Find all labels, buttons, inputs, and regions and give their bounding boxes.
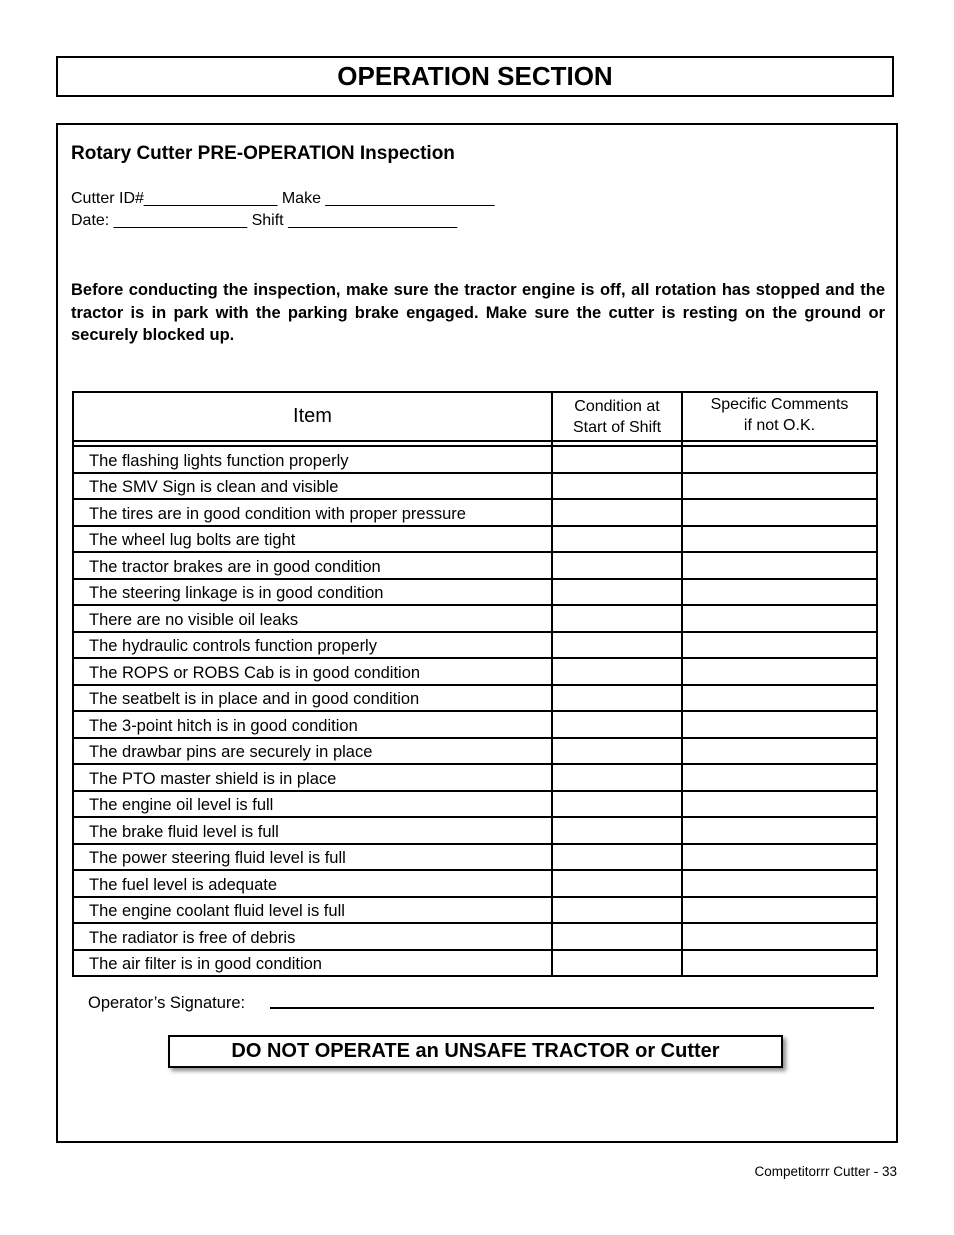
comments-cell[interactable] (682, 658, 877, 685)
comments-cell[interactable] (682, 791, 877, 818)
table-row (73, 817, 877, 844)
checklist-item-label: The fuel level is adequate (73, 870, 552, 897)
comments-cell[interactable] (682, 552, 877, 579)
form-heading: Rotary Cutter PRE-OPERATION Inspection (71, 143, 455, 164)
table-row (73, 499, 877, 526)
condition-cell[interactable] (552, 499, 682, 526)
signature-line[interactable] (270, 1007, 874, 1009)
safety-warning: Before conducting the inspection, make sure the tractor engine is off, all rotation has stopped and the tractor is in park with the parking brake engaged. Make sure the cutter is resting on the ground or securely blocked up. (71, 281, 885, 344)
checklist-item-label: The power steering fluid level is full (73, 844, 552, 871)
condition-cell[interactable] (552, 897, 682, 924)
signature-label: Operator’s Signature: (88, 994, 246, 1012)
header-item: Item (73, 392, 552, 441)
table-row (73, 473, 877, 500)
header-comments-line2: if not O.K. (743, 417, 816, 434)
checklist-item-label: The radiator is free of debris (73, 923, 552, 950)
condition-cell[interactable] (552, 658, 682, 685)
checklist-item-label: The 3-point hitch is in good condition (73, 711, 552, 738)
checklist-item-label: The hydraulic controls function properly (73, 632, 552, 659)
checklist-item-label: The ROPS or ROBS Cab is in good condition (73, 658, 552, 685)
checklist-item-label: The drawbar pins are securely in place (73, 738, 552, 765)
table-row (73, 632, 877, 659)
checklist-item-label: The brake fluid level is full (73, 817, 552, 844)
condition-cell[interactable] (552, 526, 682, 553)
comments-cell[interactable] (682, 764, 877, 791)
table-row (73, 923, 877, 950)
comments-cell[interactable] (682, 499, 877, 526)
comments-cell[interactable] (682, 817, 877, 844)
comments-cell[interactable] (682, 897, 877, 924)
comments-cell[interactable] (682, 738, 877, 765)
checklist-item-label: The tractor brakes are in good condition (73, 552, 552, 579)
condition-cell[interactable] (552, 711, 682, 738)
condition-cell[interactable] (552, 473, 682, 500)
header-condition-line2: Start of Shift (572, 418, 662, 436)
checklist-item-label: The engine oil level is full (73, 791, 552, 818)
condition-cell[interactable] (552, 738, 682, 765)
comments-cell[interactable] (682, 526, 877, 553)
table-row (73, 446, 877, 473)
checklist-item-label: The flashing lights function properly (73, 446, 552, 473)
table-row (73, 870, 877, 897)
condition-cell[interactable] (552, 552, 682, 579)
condition-cell[interactable] (552, 791, 682, 818)
table-row (73, 897, 877, 924)
checklist-item-label: There are no visible oil leaks (73, 605, 552, 632)
header-comments-line1: Specific Comments (710, 396, 849, 413)
table-row (73, 526, 877, 553)
comments-cell[interactable] (682, 685, 877, 712)
checklist-item-label: The SMV Sign is clean and visible (73, 473, 552, 500)
page-footer: Competitorrr Cutter - 33 (754, 1164, 897, 1179)
checklist-item-label: The seatbelt is in place and in good condition (73, 685, 552, 712)
cutter-id-make-line: Cutter ID#_______________ Make ___________________ (71, 190, 495, 207)
header-condition (552, 392, 682, 441)
condition-cell[interactable] (552, 685, 682, 712)
checklist-item-label: The engine coolant fluid level is full (73, 897, 552, 924)
comments-cell[interactable] (682, 473, 877, 500)
section-title: OPERATION SECTION (56, 56, 894, 97)
condition-cell[interactable] (552, 605, 682, 632)
comments-cell[interactable] (682, 950, 877, 977)
table-row (73, 844, 877, 871)
comments-cell[interactable] (682, 632, 877, 659)
date-shift-line: Date: _______________ Shift ___________________ (71, 212, 458, 229)
checklist-item-label: The steering linkage is in good condition (73, 579, 552, 606)
condition-cell[interactable] (552, 870, 682, 897)
condition-cell[interactable] (552, 446, 682, 473)
header-comments (682, 392, 877, 441)
condition-cell[interactable] (552, 844, 682, 871)
header-condition-line1: Condition at (574, 397, 660, 415)
table-row (73, 579, 877, 606)
condition-cell[interactable] (552, 923, 682, 950)
condition-cell[interactable] (552, 632, 682, 659)
comments-cell[interactable] (682, 870, 877, 897)
checklist-item-label: The air filter is in good condition (73, 950, 552, 977)
comments-cell[interactable] (682, 844, 877, 871)
checklist-item-label: The PTO master shield is in place (73, 764, 552, 791)
condition-cell[interactable] (552, 579, 682, 606)
checklist-item-label: The tires are in good condition with proper pressure (73, 499, 552, 526)
comments-cell[interactable] (682, 923, 877, 950)
table-row (73, 764, 877, 791)
comments-cell[interactable] (682, 579, 877, 606)
table-row (73, 658, 877, 685)
condition-cell[interactable] (552, 817, 682, 844)
table-row (73, 738, 877, 765)
comments-cell[interactable] (682, 446, 877, 473)
table-row (73, 552, 877, 579)
condition-cell[interactable] (552, 764, 682, 791)
condition-cell[interactable] (552, 950, 682, 977)
table-row (73, 791, 877, 818)
table-row (73, 685, 877, 712)
checklist-item-label: The wheel lug bolts are tight (73, 526, 552, 553)
table-header-row (73, 392, 877, 441)
table-row (73, 950, 877, 977)
comments-cell[interactable] (682, 711, 877, 738)
inspection-checklist-table (72, 391, 878, 977)
table-row (73, 711, 877, 738)
unsafe-notice: DO NOT OPERATE an UNSAFE TRACTOR or Cutter (168, 1035, 783, 1068)
comments-cell[interactable] (682, 605, 877, 632)
table-row (73, 605, 877, 632)
